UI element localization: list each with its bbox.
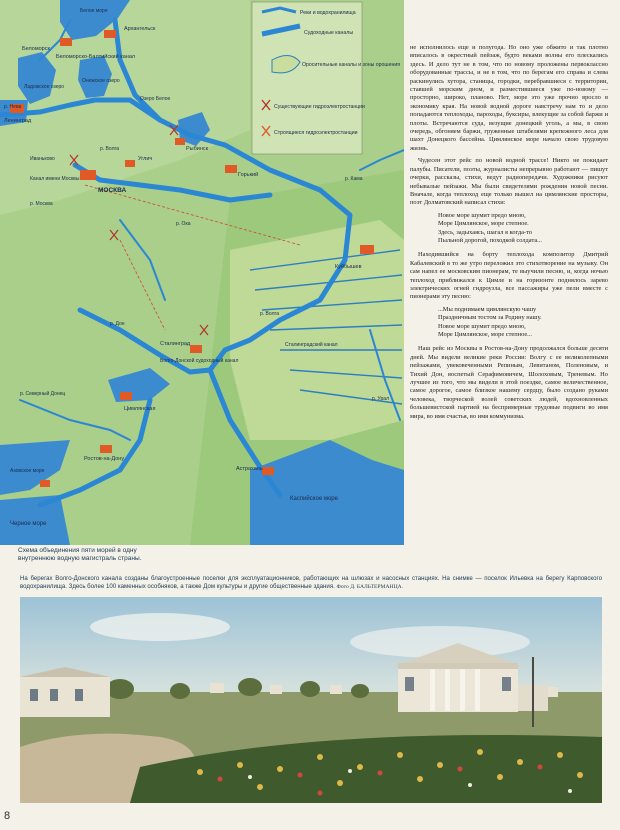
legend-rivers: Реки и водохранилища (300, 10, 356, 16)
verse-line: Новое море шумит предо мною, (438, 211, 526, 219)
label-azov: Азовское море (10, 468, 45, 474)
article-paragraph-3: Находившийся на борту теплохода композитор Дмитрий Кабалевский в то же утро переложил это стихотворение на музыку. Он сам напел ее московским пионерам, те выучили песню, и, когда ночью теплоход приближался к Цимле и на горизонте поднялось зарево электрических огней гидроузла, все пассажиры уже пели вместе с пионерами эту песню: (410, 251, 608, 301)
verse-line: Море Цимлянское, море степное... (438, 331, 532, 338)
label-leningrad: Ленинград (4, 118, 32, 124)
label-rostov: Ростов-на-Дону (84, 456, 125, 462)
label-gorky: Горький (238, 172, 259, 178)
photo-caption-text: На берегах Волго-Донского канала созданы благоустроенные поселки для эксплуатационников, работающих на шлюзах и насосных станциях. На снимке — поселок Ильевка на берегу Карповского водохранилища. Здесь более 100 каменных особняков, а также Дом культуры и другие общественные здания. (20, 575, 602, 590)
label-volga-mid: р. Волга (260, 311, 279, 317)
label-volgodon-canal: Волго-Донской судоходный канал (160, 358, 239, 364)
label-astrakhan: Астрахань (236, 466, 263, 472)
map-graphic (0, 0, 404, 545)
waterway-map (0, 0, 404, 545)
label-kuibyshev: Куйбышев (335, 264, 362, 270)
verse-line: Здесь, задыхаясь, шагал я когда-то (438, 228, 532, 236)
label-beloe: Озеро Белое (140, 96, 171, 102)
verse-1 (438, 212, 608, 246)
label-moskva-river: р. Москва (30, 201, 53, 207)
label-black-sea: Черное море (10, 521, 47, 527)
legend-irrigation: Оросительные каналы и зоны орошения (302, 62, 401, 68)
photo-graphic (20, 597, 602, 803)
label-ivankovo: Иваньково (30, 156, 55, 162)
label-white-sea: Белое море (80, 8, 108, 14)
label-arkhangelsk: Архангельск (124, 26, 156, 32)
label-ladoga: Ладожское озеро (24, 84, 65, 90)
label-belomorsk: Беломорск (22, 46, 50, 52)
verse-line: Пыльной дорогой, походкой солдата... (438, 236, 542, 244)
label-stalingrad-canal: Сталинградский канал (285, 342, 338, 348)
article-text (410, 44, 608, 425)
article-paragraph-2: Чудесен этот рейс по новой водной трассе! Никто не покидает палубы. Писатели, поэты, журналисты непрерывно работают — пишут очерки, рассказы, стихи, ведут радиопередачи. Художники рисуют небывалые пейзажи. Мы были свидетелями рождения новой песни. Вначале, когда теплоход еще только вышел на цимлянские просторы, поэт Долматовский написал стихи: (410, 157, 608, 207)
label-volga-top: р. Волга (100, 146, 119, 152)
legend-building-hydro: Строящиеся гидроэлектростанции (274, 130, 358, 136)
label-oka: р. Ока (176, 221, 191, 227)
photo-credit: Фото Д. БАЛЬТЕРМАНЦА. (336, 584, 404, 590)
label-belomor-canal: Беломорско-Балтийский канал (56, 54, 136, 60)
article-paragraph-4: Наш рейс из Москвы в Ростов-на-Дону продолжался больше десяти дней. Мы видели великие реки России: Волгу с ее великолепными пейзажами, увековеченными Репиным, Левитаном, Поленовым, и Тихий Дон, воспетый Серафимовичем, Шолоховым, Треневым. Но лучшее из того, что мы видели в этой поездке, самое величественное, самое дорогое, самое близкое нашему сердцу, было создано руками человека, творческой волей советских людей, вдохновленных большевистской партией на беспримерные трудовые подвиги во имя мира, во имя счастья, во имя коммунизма. (410, 345, 608, 420)
label-rybinsk: Рыбинск (186, 146, 209, 152)
label-neva: р. Нева (4, 104, 22, 110)
label-moscow: МОСКВА (98, 187, 127, 194)
verse-line: Праздничным тостом за Родину нашу. (438, 314, 542, 322)
settlement-photo (20, 597, 602, 803)
article-paragraph-1: не исполнилось еще и полугода. Но оно уже обжито и так плотно вписалось в окрестный пейзаж, будто веками волны его плескались здесь. И дело тут не в том, что по новому проложены первоклассно оборудованные трассы, и не в том, что по берегам его справа и слева раскинулись хутора, станицы, городки, перебравшиеся с территории, ставшей морским дном, и разместившиеся уже по-новому — просторно, широко, планово. Нет, море это уже прочно вросло в экономику края. На новой водной дороге навстречу нам то и дело попадаются теплоходы, пароходы, буксиры, влекущие за собой баржи и плоты. Встречаются суда, везущие донецкий уголь, а мы, в свою очередь, обгоняем баржи, груженные штабелями крепежного леса для шахт Донецкого бассейна. Цимлянское море начало свою трудовую жизнь. (410, 44, 608, 152)
label-tsimlyanskaya: Цимлянская (124, 406, 156, 412)
label-caspian: Каспийское море (290, 496, 338, 502)
label-severny-donets: р. Северный Донец (20, 391, 66, 397)
verse-line: Море Цимлянское, море степное. (438, 220, 529, 228)
label-ural: р. Урал (372, 396, 389, 402)
label-moscow-canal: Канал имени Москвы (30, 176, 80, 182)
label-don-river: р. Дон (110, 321, 125, 327)
legend-canals: Судоходные каналы (304, 30, 354, 36)
verse-line: ...Мы поднимаем цимлянскую чашу (438, 305, 537, 313)
legend-existing-hydro: Существующие гидроэлектростанции (274, 104, 365, 110)
label-kama: р. Кама (345, 176, 363, 182)
map-caption: Схема объединения пяти морей в одну внутреннюю водную магистраль страны. (18, 547, 142, 562)
label-uglich: Углич (138, 156, 153, 162)
page-number: 8 (4, 810, 11, 822)
photo-caption (20, 575, 602, 591)
verse-line: Новое море шумит предо мною, (438, 322, 526, 330)
label-onega: Онежское озеро (82, 78, 120, 84)
label-stalingrad: Сталинград (160, 341, 191, 347)
verse-2 (438, 306, 608, 340)
